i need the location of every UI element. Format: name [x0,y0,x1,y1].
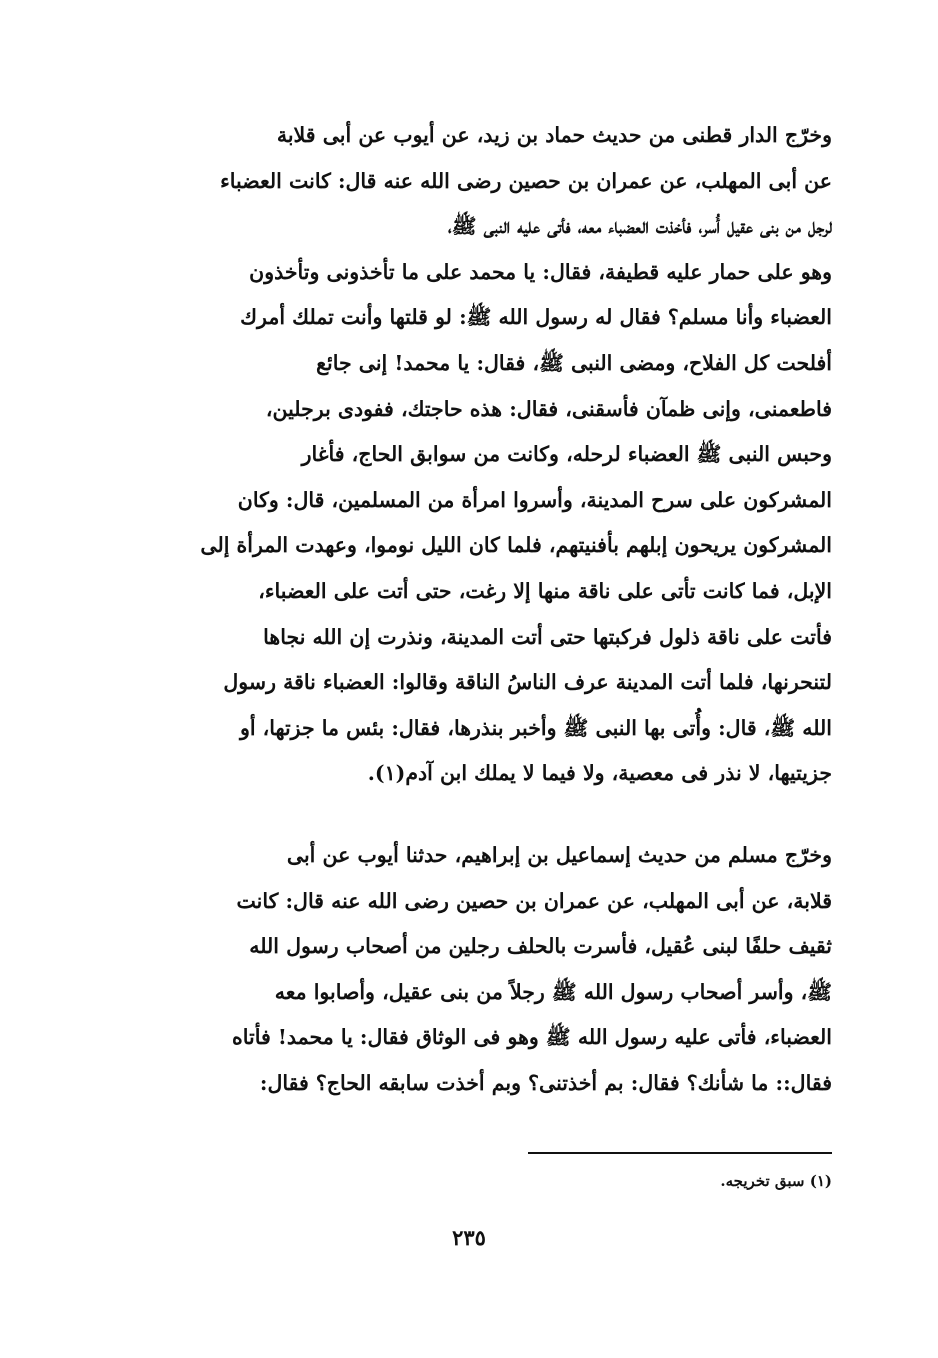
paragraph-line: قلابة، عن أبى المهلب، عن عمران بن حصين رضى الله عنه قال: كانت [236,888,832,913]
paragraph-line: الله ﷺ، قال: وأُتى بها النبى ﷺ وأخبر بنذرها، فقال: بئس ما جزتها، أو [239,715,832,740]
footnote-divider [528,1152,832,1154]
paragraph-1 [116,113,832,797]
paragraph-line: وحبس النبى ﷺ العضباء لرحله، وكانت من سوابق الحاج، فأغار [301,442,832,467]
paragraph-line: فاطعمنى، وإنى ظمآن فأسقنى، فقال: هذه حاجتك، ففودى برجلين، [265,396,832,421]
paragraph-line: أفلحت كل الفلاح، ومضى النبى ﷺ، فقال: يا محمد! إنى جائع [316,350,832,375]
paragraph-line: العضباء، فأتى عليه رسول الله ﷺ وهو فى الوثاق فقال: يا محمد! فأتاه [232,1025,832,1050]
paragraph-line: الإبل، فما كانت تأتى على ناقة منها إلا رغت، حتى أتت على العضباء، [258,578,832,603]
paragraph-line: جزيتيها، لا نذر فى معصية، ولا فيما لا يملك ابن آدم(١). [367,761,832,786]
paragraph-line: المشركون على سرح المدينة، وأسروا امرأة من المسلمين، قال: وكان [237,487,832,512]
paragraph-2 [116,833,832,1107]
paragraph-line: فأتت على ناقة ذلول فركبتها حتى أتت المدينة، ونذرت إن الله نجاها [263,624,832,649]
paragraph-line: فقال:: ما شأنك؟ فقال: بم أخذتنى؟ وبم أخذت سابقه الحاج؟ فقال: [259,1070,832,1095]
paragraph-line: ثقيف حلفًا لبنى عُقيل، فأسرت بالحلف رجلين من أصحاب رسول الله [249,934,832,959]
paragraph-line: وخرّج الدار قطنى من حديث حماد بن زيد، عن أيوب عن أبى قلابة [276,123,832,147]
page-number: ٢٣٥ [452,1225,486,1250]
paragraph-line: وهو على حمار عليه قطيفة، فقال: يا محمد على ما تأخذونى وتأخذون [249,259,832,284]
paragraph-line: العضباء وأنا مسلم؟ فقال له رسول الله ﷺ: لو قلتها وأنت تملك أمرك [240,305,832,330]
paragraph-line: وخرّج مسلم من حديث إسماعيل بن إبراهيم، حدثنا أيوب عن أبى [286,843,832,867]
paragraph-line: لرجل من بنى عقيل أُسر، فأخذت العضباء معه، فأتى عليه النبى ﷺ، [447,214,832,239]
paragraph-line: ﷺ، وأسر أصحاب رسول الله ﷺ رجلاً من بنى عقيل، وأصابوا معه [274,979,832,1004]
paragraph-line: لتنحرنها، فلما أتت المدينة عرف الناسُ الناقة وقالوا: العضباء ناقة رسول [223,670,832,695]
footnote: (١) سبق تخريجه. [720,1172,832,1190]
paragraph-line: عن أبى المهلب، عن عمران بن حصين رضى الله عنه قال: كانت العضباء [220,168,832,193]
paragraph-line: المشركون يريحون إبلهم بأفنيتهم، فلما كان الليل نوموا، وعهدت المرأة إلى [200,533,832,558]
